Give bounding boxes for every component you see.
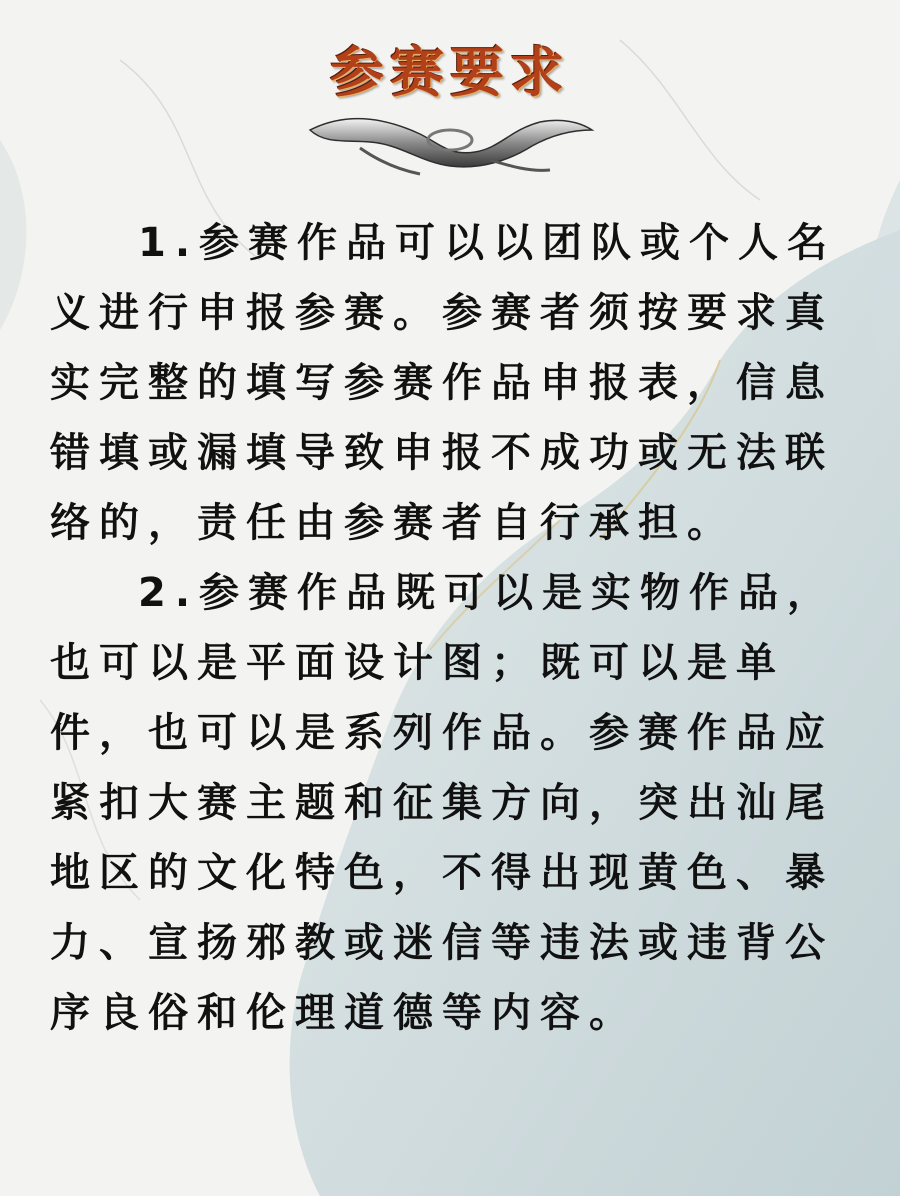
requirements-body: [50, 208, 870, 1048]
requirement-paragraph-2: 2.参赛作品既可以是实物作品，也可以是平面设计图；既可以是单件，也可以是系列作品。参赛作品应紧扣大赛主题和征集方向，突出汕尾地区的文化特色，不得出现黄色、暴力、宣扬邪教或迷信等违法或违背公序良俗和伦理道德等内容。: [50, 570, 837, 1036]
requirement-paragraph-1: 1.参赛作品可以以团队或个人名义进行申报参赛。参赛者须按要求真实完整的填写参赛作品申报表，信息错填或漏填导致申报不成功或无法联络的，责任由参赛者自行承担。: [50, 220, 837, 546]
page-title: 参赛要求: [330, 40, 570, 104]
silver-ornament-icon: [300, 100, 600, 180]
